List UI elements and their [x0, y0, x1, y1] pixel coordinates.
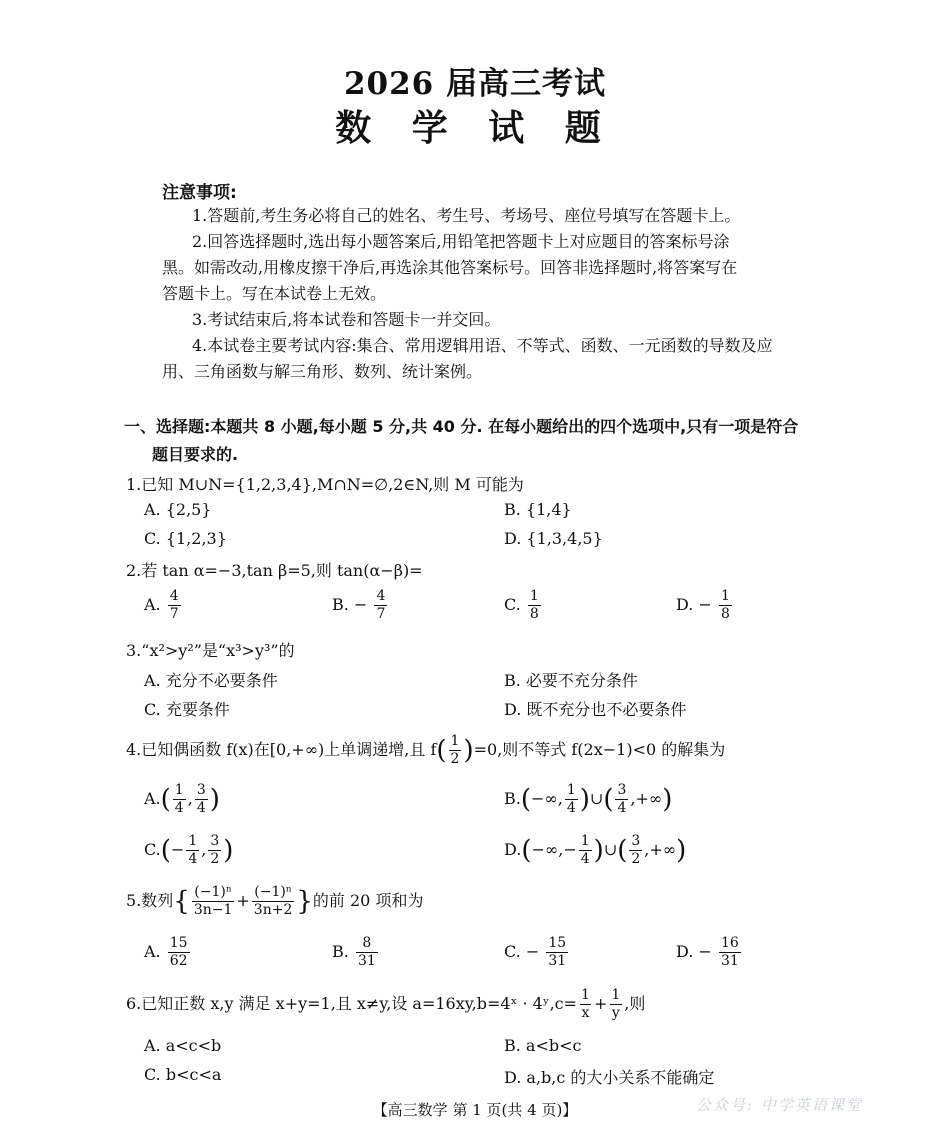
question-5-option-d: D. − $\frac{16}{31}$ [676, 935, 739, 969]
fraction: $\frac{3}{2}$ [210, 833, 220, 867]
question-1-stem: 1.已知 M∪N={1,2,3,4},M∩N=∅,2∈N,则 M 可能为 [126, 475, 524, 494]
question-1-option-d: D. {1,3,4,5} [504, 529, 603, 548]
question-3-stem: 3.“x²>y²”是“x³>y³”的 [126, 641, 295, 660]
question-1-option-b: B. {1,4} [504, 500, 572, 519]
notice-line-6: 4.本试卷主要考试内容:集合、常用逻辑用语、不等式、函数、一元函数的导数及应 [192, 336, 773, 355]
question-2-option-c: C. $\frac{1}{8}$ [504, 588, 539, 622]
fraction: $\frac{1}{8}$ [720, 588, 730, 622]
fraction: $\frac{8}{31}$ [357, 935, 376, 969]
section-heading-cont: 题目要求的. [152, 445, 239, 464]
question-1-option-a: A. {2,5} [144, 500, 212, 519]
page-footer: 【高三数学 第 1 页(共 4 页)】 [372, 1101, 578, 1119]
question-2-option-d: D. − $\frac{1}{8}$ [676, 588, 730, 622]
question-2-option-b: B. − $\frac{4}{7}$ [332, 588, 386, 622]
question-4-option-d: D.(−∞,− $\frac{1}{4}$ )∪( $\frac{3}{2}$ ,+∞) [504, 833, 687, 867]
notice-line-2: 2.回答选择题时,选出每小题答案后,用铅笔把答题卡上对应题目的答案标号涂 [192, 232, 730, 251]
question-3-option-d: D. 既不充分也不必要条件 [504, 700, 687, 719]
fraction: $\frac{1}{2}$ [450, 733, 460, 767]
fraction: $\frac{4}{7}$ [169, 588, 179, 622]
fraction: $\frac{1}{4}$ [188, 833, 198, 867]
question-6-option-d: D. a,b,c 的大小关系不能确定 [504, 1068, 715, 1087]
question-5-option-a: A. $\frac{15}{62}$ [144, 935, 188, 969]
question-6-option-c: C. b<c<a [144, 1065, 222, 1084]
fraction: $\frac{1}{x}$ [581, 987, 590, 1021]
watermark: 公众号: 中学英语课堂 [696, 1096, 863, 1114]
question-5-stem: 5.数列{ $\frac{\text{(−1)ⁿ}}{3n-1}$ + $\frac{\text{(−1)ⁿ}}{3n+2}$ }的前 20 项和为 [126, 884, 424, 918]
question-4-option-c: C.(− $\frac{1}{4}$ , $\frac{3}{2}$ ) [144, 833, 234, 867]
fraction: $\frac{1}{4}$ [566, 782, 576, 816]
question-6-option-b: B. a<b<c [504, 1036, 582, 1055]
fraction: $\frac{4}{7}$ [376, 588, 386, 622]
question-6-option-a: A. a<c<b [144, 1036, 222, 1055]
question-4-option-a: A.( $\frac{1}{4}$ , $\frac{3}{4}$ ) [144, 782, 220, 816]
notice-line-5: 3.考试结束后,将本试卷和答题卡一并交回。 [192, 310, 501, 329]
notice-line-7: 用、三角函数与解三角形、数列、统计案例。 [162, 362, 483, 381]
fraction: $\frac{15}{62}$ [169, 935, 188, 969]
section-heading: 一、选择题:本题共 8 小题,每小题 5 分,共 40 分. 在每小题给出的四个选项中,只有一项是符合 [124, 417, 799, 436]
question-5-option-b: B. $\frac{8}{31}$ [332, 935, 376, 969]
fraction: $\frac{16}{31}$ [720, 935, 739, 969]
subject-title: 数 学 试 题 [335, 107, 615, 149]
fraction: $\frac{3}{2}$ [631, 833, 641, 867]
exam-title: 2026 届高三考试 [343, 66, 607, 102]
question-4-stem: 4.已知偶函数 f(x)在[0,+∞)上单调递增,且 f( $\frac{1}{2}$ )=0,则不等式 f(2x−1)<0 的解集为 [126, 733, 726, 767]
question-5-option-c: C. − $\frac{15}{31}$ [504, 935, 567, 969]
fraction: $\frac{1}{8}$ [529, 588, 539, 622]
notice-heading: 注意事项: [162, 183, 237, 203]
question-2-option-a: A. $\frac{4}{7}$ [144, 588, 179, 622]
fraction: $\frac{\text{(−1)ⁿ}}{3n+2}$ [253, 884, 293, 918]
question-1-option-c: C. {1,2,3} [144, 529, 227, 548]
question-3-option-c: C. 充要条件 [144, 700, 230, 719]
notice-line-1: 1.答题前,考生务必将自己的姓名、考生号、考场号、座位号填写在答题卡上。 [192, 206, 741, 225]
fraction: $\frac{3}{4}$ [196, 782, 206, 816]
question-3-option-a: A. 充分不必要条件 [144, 671, 278, 690]
question-3-option-b: B. 必要不充分条件 [504, 671, 638, 690]
question-6-stem: 6.已知正数 x,y 满足 x+y=1,且 x≠y,设 a=16xy,b=4ˣ · 4ʸ,c= $\frac{1}{x}$ + $\frac{1}{y}$ ,则 [126, 987, 646, 1021]
fraction: $\frac{3}{4}$ [617, 782, 627, 816]
fraction: $\frac{1}{4}$ [174, 782, 184, 816]
fraction: $\frac{1}{4}$ [580, 833, 590, 867]
fraction: $\frac{1}{y}$ [611, 987, 621, 1021]
fraction: $\frac{15}{31}$ [548, 935, 567, 969]
notice-line-3: 黑。如需改动,用橡皮擦干净后,再选涂其他答案标号。回答非选择题时,将答案写在 [162, 258, 738, 277]
notice-line-4: 答题卡上。写在本试卷上无效。 [162, 284, 387, 303]
fraction: $\frac{\text{(−1)ⁿ}}{3n-1}$ [193, 884, 233, 918]
question-2-stem: 2.若 tan α=−3,tan β=5,则 tan(α−β)= [126, 561, 423, 580]
question-4-option-b: B.(−∞, $\frac{1}{4}$ )∪( $\frac{3}{4}$ ,+∞) [504, 782, 673, 816]
